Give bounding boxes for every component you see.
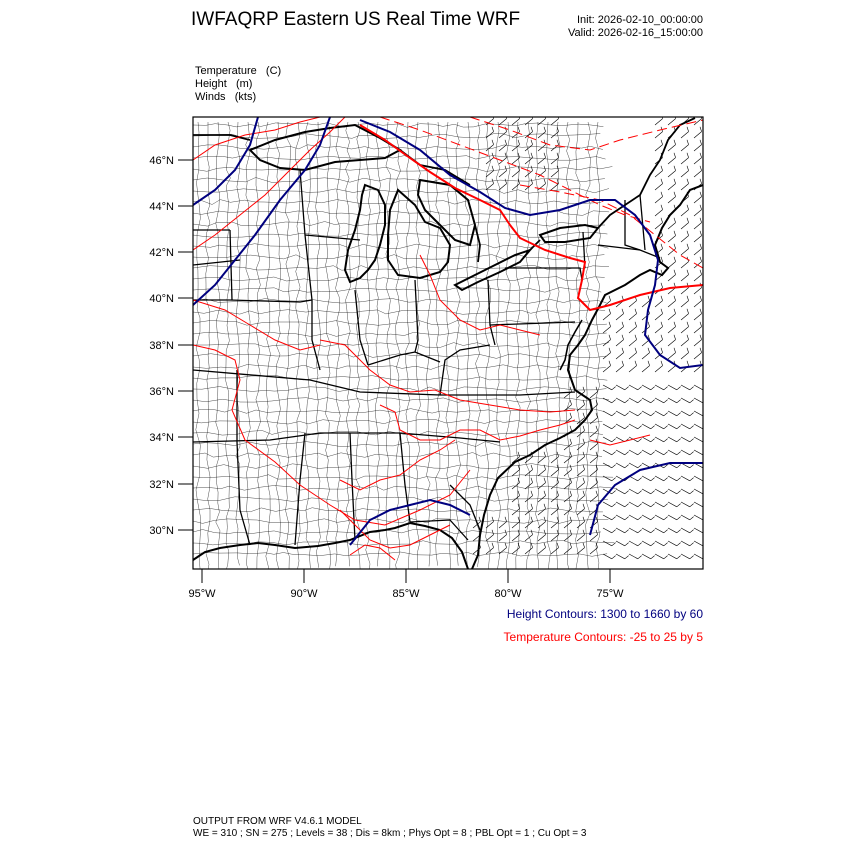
variable-winds: Winds (kts) [195, 91, 257, 103]
valid-time: Valid: 2026-02-16_15:00:00 [568, 27, 703, 39]
footer-config: WE = 310 ; SN = 275 ; Levels = 38 ; Dis = 8km ; Phys Opt = 8 ; PBL Opt = 1 ; Cu Opt = 3 [193, 828, 587, 839]
height-contour-info: Height Contours: 1300 to 1660 by 60 [506, 607, 703, 621]
chart-title: IWFAQRP Eastern US Real Time WRF [191, 9, 521, 30]
lon-label: 85°W [392, 588, 420, 600]
variable-height: Height (m) [195, 78, 253, 90]
lat-label: 34°N [149, 432, 174, 444]
temperature-contour-info: Temperature Contours: -25 to 25 by 5 [503, 630, 703, 644]
latitude-axis [149, 155, 193, 537]
lon-label: 90°W [290, 588, 318, 600]
longitude-axis [188, 569, 624, 600]
lat-label: 30°N [149, 525, 174, 537]
lon-label: 75°W [596, 588, 624, 600]
footer-model: OUTPUT FROM WRF V4.6.1 MODEL [193, 816, 362, 827]
lon-label: 80°W [494, 588, 522, 600]
variable-temperature: Temperature (C) [195, 65, 282, 77]
lat-label: 40°N [149, 293, 174, 305]
init-time: Init: 2026-02-10_00:00:00 [577, 14, 703, 26]
lat-label: 42°N [149, 247, 174, 259]
lat-label: 46°N [149, 155, 174, 167]
lat-label: 32°N [149, 479, 174, 491]
lon-label: 95°W [188, 588, 216, 600]
lat-label: 36°N [149, 386, 174, 398]
lat-label: 38°N [149, 340, 174, 352]
lat-label: 44°N [149, 201, 174, 213]
